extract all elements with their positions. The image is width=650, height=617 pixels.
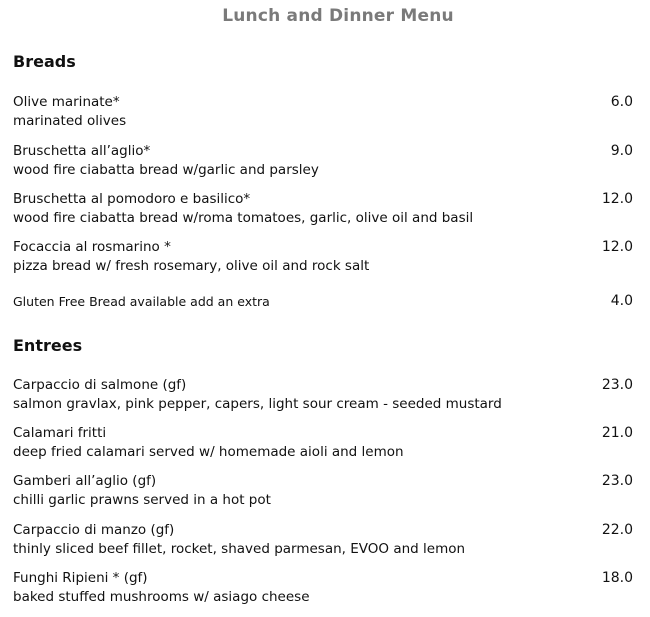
menu-item	[13, 569, 633, 607]
menu-item-price: 23.0	[601, 473, 633, 489]
menu-item-price: 23.0	[601, 377, 633, 393]
menu-item-description: deep fried calamari served w/ homemade aioli and lemon	[13, 444, 404, 460]
menu-item-description: baked stuffed mushrooms w/ asiago cheese	[13, 589, 310, 605]
menu-item-name: Carpaccio di salmone (gf)	[13, 377, 187, 393]
menu-item	[13, 521, 633, 559]
menu-item-description: marinated olives	[13, 113, 127, 129]
menu-item-price: 21.0	[601, 425, 633, 441]
menu-item-price: 22.0	[601, 522, 633, 538]
gluten-free-note	[13, 292, 633, 311]
menu-item	[13, 142, 633, 180]
menu-item-name: Focaccia al rosmarino *	[13, 239, 171, 255]
menu-item-description: wood fire ciabatta bread w/roma tomatoes, garlic, olive oil and basil	[13, 210, 474, 226]
menu-item-price: 12.0	[601, 239, 633, 255]
menu-item-name: Calamari fritti	[13, 425, 107, 441]
note-price: 4.0	[610, 293, 633, 309]
menu-item-description: salmon gravlax, pink pepper, capers, light sour cream - seeded mustard	[13, 396, 502, 412]
section-heading-entrees: Entrees	[13, 336, 83, 355]
menu-item-price: 12.0	[601, 191, 633, 207]
note-text: Gluten Free Bread available add an extra	[13, 294, 270, 309]
menu-item-description: wood fire ciabatta bread w/garlic and parsley	[13, 162, 319, 178]
menu-item	[13, 190, 633, 228]
menu-item-name: Funghi Ripieni * (gf)	[13, 570, 148, 586]
section-heading-breads: Breads	[13, 52, 76, 71]
menu-item	[13, 238, 633, 276]
menu-item-price: 6.0	[610, 94, 633, 110]
menu-item-price: 9.0	[610, 143, 633, 159]
menu-item	[13, 472, 633, 510]
menu-item-name: Gamberi all’aglio (gf)	[13, 473, 157, 489]
menu-item-name: Bruschetta all’aglio*	[13, 143, 151, 159]
menu-item	[13, 424, 633, 462]
menu-item-description: thinly sliced beef fillet, rocket, shaved parmesan, EVOO and lemon	[13, 541, 466, 557]
menu-item-description: chilli garlic prawns served in a hot pot	[13, 492, 271, 508]
menu-item	[13, 376, 633, 414]
menu-item-name: Bruschetta al pomodoro e basilico*	[13, 191, 251, 207]
menu-item-price: 18.0	[601, 570, 633, 586]
menu-item-name: Carpaccio di manzo (gf)	[13, 522, 175, 538]
menu-item	[13, 93, 633, 131]
menu-title: Lunch and Dinner Menu	[222, 6, 454, 26]
menu-item-description: pizza bread w/ fresh rosemary, olive oil and rock salt	[13, 258, 370, 274]
menu-item-name: Olive marinate*	[13, 94, 120, 110]
